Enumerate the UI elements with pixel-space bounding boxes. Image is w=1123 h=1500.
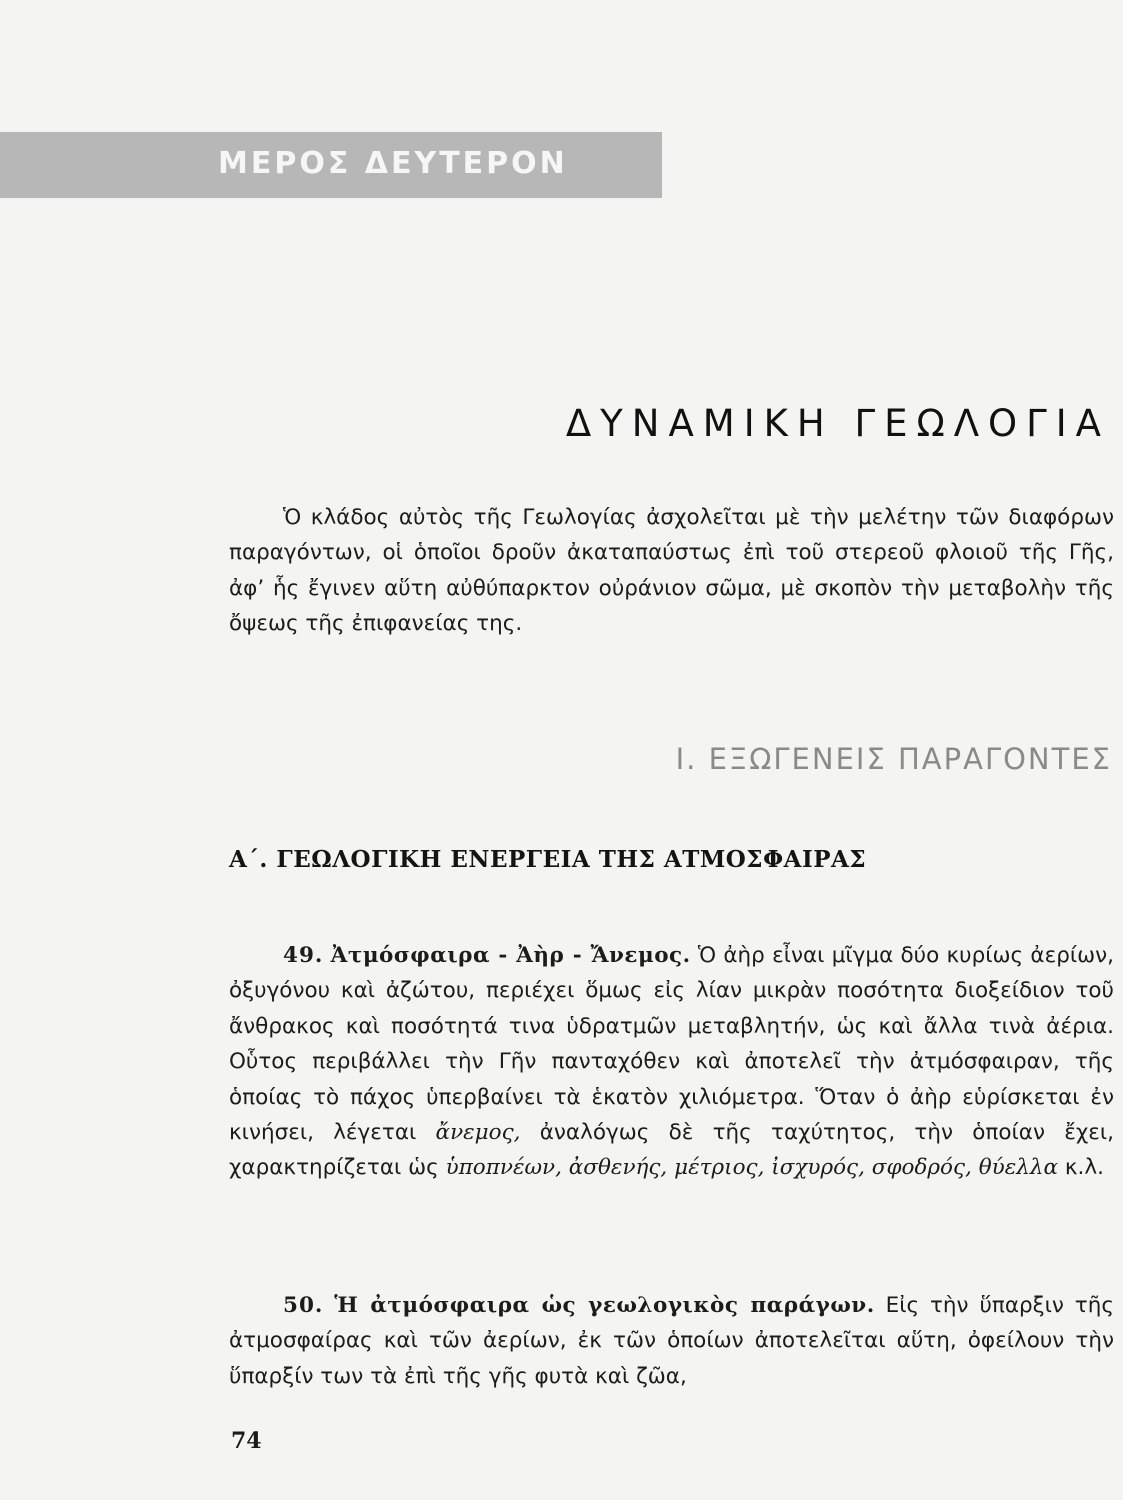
- paragraph-50-number: 50.: [283, 1293, 324, 1318]
- intro-text: Ὁ κλάδος αὐτὸς τῆς Γεωλογίας ἀσχολεῖται μὲ τὴν μελέτην τῶν διαφόρων παραγόντων, οἱ ὁποῖοι δροῦν ἀκαταπαύστως ἐπὶ τοῦ στερεοῦ φλοιοῦ τῆς Γῆς, ἀφ’ ἧς ἔγινεν αὕτη αὐθύπαρκτον οὐράνιον σῶμα, μὲ σκοπὸν τὴν μεταβολὴν τῆς ὄψεως τῆς ἐπιφανείας της.: [229, 505, 1114, 637]
- paragraph-49-heading: Ἀτμόσφαιρα - Ἀὴρ - Ἄνεμος.: [330, 943, 691, 968]
- part-banner-label: ΜΕΡΟΣ ΔΕΥΤΕΡΟΝ: [218, 146, 568, 181]
- term-ypopneon: ὑποπνέων,: [445, 1155, 562, 1181]
- paragraph-49-text-3: κ.λ.: [1064, 1155, 1104, 1181]
- term-ischyros: ἰσχυρός,: [771, 1155, 865, 1181]
- page-number: 74: [231, 1428, 262, 1454]
- term-thyella: θύελλα: [978, 1155, 1059, 1181]
- paragraph-49-text-1: Ὁ ἀὴρ εἶναι μῖγμα δύο κυρίως ἀερίων, ὀξυγόνου καὶ ἀζώτου, περιέχει ὅμως εἰς λίαν μικρὰν ποσότητα διοξείδιον τοῦ ἄνθρακος καὶ ποσότητά τινα ὑδρατμῶν μεταβλητήν, ὡς καὶ ἄλλα τινὰ ἀέρια. Οὗτος περιβάλλει τὴν Γῆν πανταχόθεν καὶ ἀποτελεῖ τὴν ἀτμόσφαιραν, τῆς ὁποίας τὸ πάχος ὑπερβαίνει τὰ ἑκατὸν χιλιόμετρα. Ὅταν ὁ ἀὴρ εὑρίσκεται ἐν κινήσει, λέγεται: [229, 943, 1114, 1146]
- paragraph-50-heading: Ἡ ἀτμόσφαιρα ὡς γεωλογικὸς παράγων.: [334, 1293, 875, 1318]
- intro-paragraph: [229, 500, 1114, 642]
- paragraph-49: [229, 938, 1114, 1186]
- term-metrios: μέτριος,: [674, 1155, 765, 1181]
- paragraph-50-text: Εἰς τὴν ὕπαρξιν τῆς ἀτμοσφαίρας καὶ τῶν ἀερίων, ἐκ τῶν ὁποίων ἀποτελεῖται αὕτη, ὀφείλουν τὴν ὕπαρξίν των τὰ ἐπὶ τῆς γῆς φυτὰ καὶ ζῶα,: [229, 1293, 1114, 1389]
- paragraph-50: [229, 1288, 1114, 1394]
- paragraph-50-body: [229, 1288, 1114, 1394]
- section-title: I. ΕΞΩΓΕΝΕΙΣ ΠΑΡΑΓΟΝΤΕΣ: [675, 742, 1112, 776]
- term-sfodros: σφοδρός,: [871, 1155, 972, 1181]
- term-anemos: ἄνεμος,: [435, 1120, 521, 1146]
- paragraph-49-number: 49.: [283, 943, 324, 968]
- main-title: ΔΥΝΑΜΙΚΗ ΓΕΩΛΟΓΙΑ: [565, 402, 1110, 445]
- paragraph-49-text-2: ἀναλόγως δὲ τῆς ταχύτητος, τὴν ὁποίαν ἔχει, χαρακτηρίζεται ὡς: [229, 1120, 1114, 1181]
- paragraph-49-body: [229, 938, 1114, 1186]
- part-banner: [0, 132, 662, 198]
- term-asthenis: ἀσθενής,: [568, 1155, 668, 1181]
- chapter-title: Α΄. ΓΕΩΛΟΓΙΚΗ ΕΝΕΡΓΕΙΑ ΤΗΣ ΑΤΜΟΣΦΑΙΡΑΣ: [229, 846, 867, 873]
